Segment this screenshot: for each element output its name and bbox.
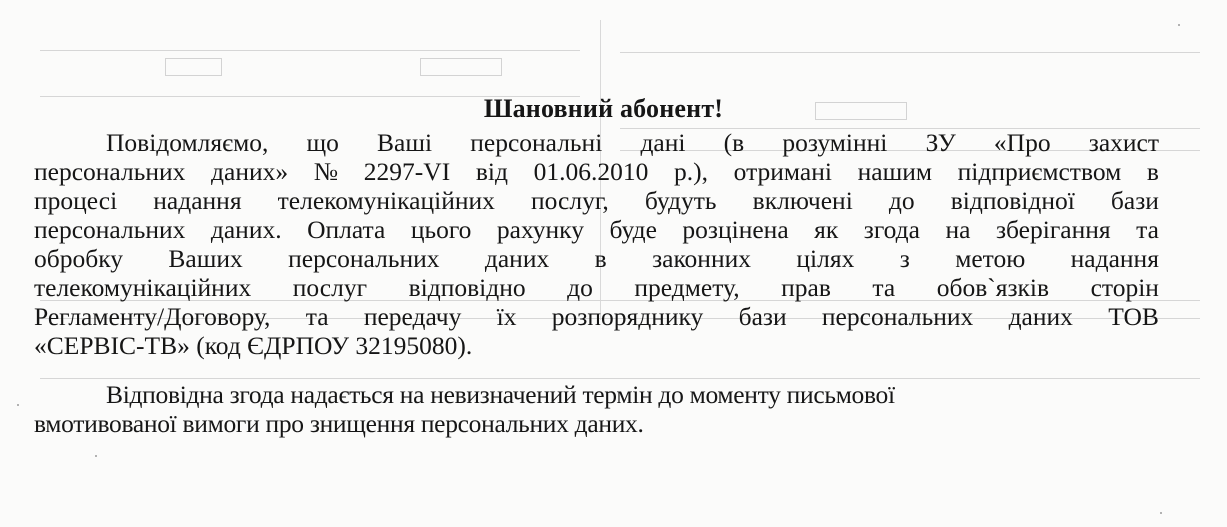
word: прав <box>781 273 831 302</box>
word: процесі <box>34 186 118 215</box>
word: та <box>872 273 896 302</box>
word: Регламенту/Договору, <box>34 302 271 331</box>
word: підприємством <box>957 157 1122 186</box>
word: даних. <box>210 215 282 244</box>
word: відповідної <box>950 186 1075 215</box>
word: розпоряднику <box>551 302 704 331</box>
ghost-rule <box>40 50 580 51</box>
word: послуг, <box>531 186 609 215</box>
word: розцінена <box>682 215 789 244</box>
word: до <box>888 186 915 215</box>
word: та <box>1136 215 1159 244</box>
word: персональних <box>821 302 974 331</box>
word: персональних <box>34 215 186 244</box>
paragraph-1-line-5 <box>34 244 1159 273</box>
word: обов`язків <box>936 273 1050 302</box>
paragraph-1-line-7 <box>34 302 1159 331</box>
word: Повідомляємо, <box>106 128 269 157</box>
word: послуг <box>292 273 368 302</box>
word: телекомунікаційних <box>34 273 252 302</box>
word: р.), <box>674 157 709 186</box>
word: до <box>567 273 593 302</box>
word: бази <box>1110 186 1159 215</box>
word: захист <box>1088 128 1159 157</box>
word: відповідно <box>408 273 526 302</box>
word: буде <box>609 215 657 244</box>
word: Оплата <box>307 215 386 244</box>
ghost-rule <box>40 378 1200 379</box>
paragraph-2-line-1: Відповідна згода надається на невизначений термін до моменту письмової <box>106 380 895 409</box>
word: включені <box>752 186 853 215</box>
word: даних» <box>211 157 289 186</box>
word: зберігання <box>995 215 1111 244</box>
word: № <box>313 157 339 186</box>
word: «Про <box>993 128 1051 157</box>
word: метою <box>955 244 1026 273</box>
word: згода <box>863 215 920 244</box>
ghost-rule <box>620 52 1200 53</box>
word: в <box>594 244 607 273</box>
word: розумінні <box>782 128 888 157</box>
word: ТОВ <box>1108 302 1159 331</box>
word: від <box>475 157 508 186</box>
speck <box>1178 24 1180 26</box>
word: сторін <box>1090 273 1159 302</box>
word: даних <box>484 244 550 273</box>
paragraph-1-line-3 <box>34 186 1159 215</box>
word: (в <box>723 128 745 157</box>
word: отримані <box>733 157 832 186</box>
word: як <box>814 215 839 244</box>
word: законних <box>652 244 751 273</box>
speck <box>17 404 19 406</box>
word: бази <box>738 302 787 331</box>
word: даних <box>1008 302 1073 331</box>
word: персональні <box>470 128 603 157</box>
paragraph-1-last-line: «СЕРВІС-ТВ» (код ЄДРПОУ 32195080). <box>34 331 473 360</box>
word: ЗУ <box>925 128 956 157</box>
word: рахунку <box>496 215 584 244</box>
ghost-box <box>420 58 502 76</box>
word: дані <box>640 128 686 157</box>
paragraph-1-line-1 <box>106 128 1159 157</box>
speck <box>95 455 97 457</box>
word: на <box>945 215 971 244</box>
word: з <box>899 244 910 273</box>
word: 2297-VI <box>363 157 451 186</box>
word: будуть <box>644 186 717 215</box>
word: персональних <box>288 244 440 273</box>
word: нашим <box>857 157 932 186</box>
notice-title: Шановний абонент! <box>483 94 724 123</box>
paragraph-1-line-4 <box>34 215 1159 244</box>
word: обробку <box>34 244 123 273</box>
paragraph-1-line-6 <box>34 273 1159 302</box>
word: цілях <box>796 244 855 273</box>
word: предмету, <box>634 273 740 302</box>
word: надання <box>1070 244 1159 273</box>
word: телекомунікаційних <box>277 186 495 215</box>
word: передачу <box>363 302 462 331</box>
word: персональних <box>34 157 186 186</box>
word: та <box>305 302 329 331</box>
word: надання <box>153 186 242 215</box>
word: Ваші <box>377 128 433 157</box>
word: що <box>306 128 339 157</box>
word: в <box>1146 157 1159 186</box>
word: цього <box>410 215 472 244</box>
paragraph-2-line-2: вмотивованої вимоги про знищення персональних даних. <box>34 409 644 438</box>
paragraph-1-line-2 <box>34 157 1159 186</box>
word: Ваших <box>168 244 243 273</box>
speck <box>1160 512 1162 514</box>
word: їх <box>496 302 517 331</box>
ghost-box <box>165 58 222 76</box>
word: 01.06.2010 <box>533 157 649 186</box>
